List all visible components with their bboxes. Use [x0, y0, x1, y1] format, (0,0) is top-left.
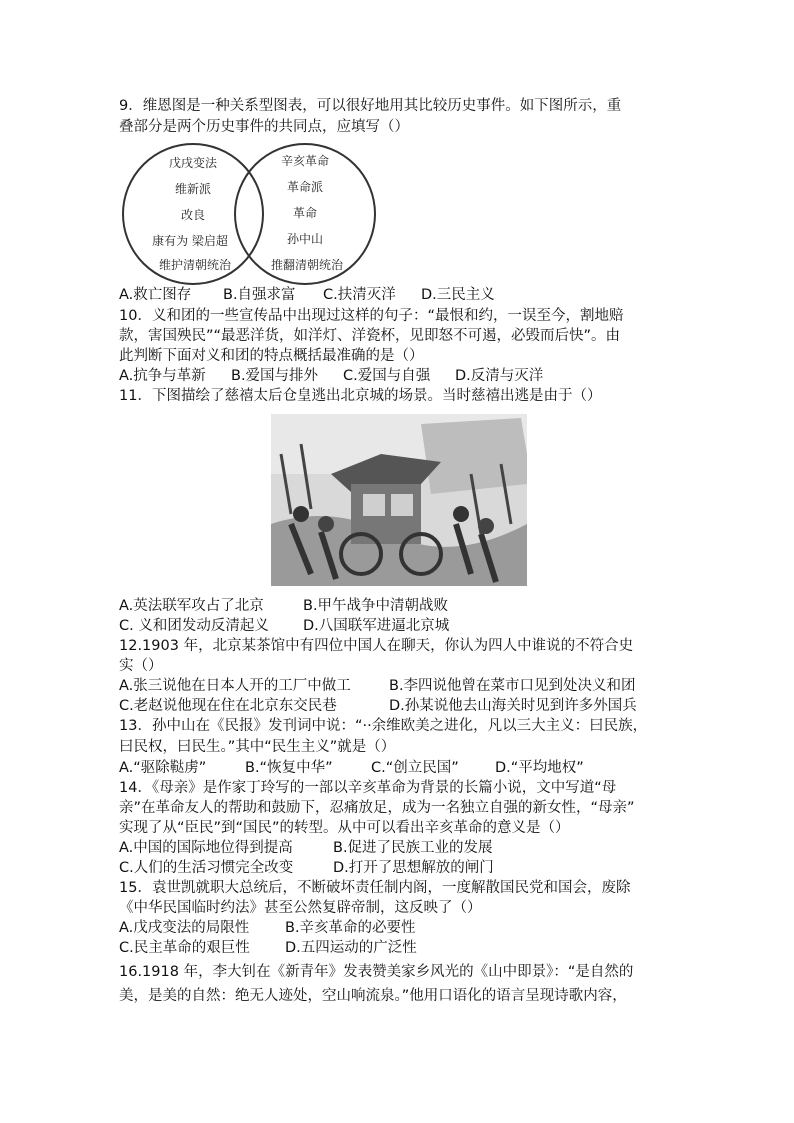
- q13-option-c[interactable]: C.“创立民国”: [371, 760, 459, 776]
- q11-option-b[interactable]: B.甲午战争中清朝战败: [303, 598, 449, 614]
- q14-option-c[interactable]: C.人们的生活习惯完全改变: [119, 860, 294, 876]
- venn-right-item-3: 革命: [292, 206, 318, 220]
- q9-stem-line1: 9．维恩图是一种关系型图表，可以很好地用其比较历史事件。如下图所示，重: [119, 98, 622, 114]
- venn-left-item-1: 戊戌变法: [168, 156, 218, 170]
- q10-option-b[interactable]: B.爱国与排外: [231, 368, 319, 384]
- venn-right-item-2: 革命派: [286, 180, 324, 194]
- q14-stem-line2: 亲”在革命友人的帮助和鼓励下，忍痛放足，成为一名独立自强的新女性，“母亲”: [119, 800, 635, 816]
- q15-option-d[interactable]: D.五四运动的广泛性: [285, 940, 417, 956]
- q11-options-row1: [119, 596, 448, 616]
- q12-option-b[interactable]: B.李四说他曾在菜市口见到处决义和团: [389, 678, 636, 694]
- q15-option-b[interactable]: B.辛亥革命的必要性: [285, 920, 416, 936]
- venn-left-item-5: 维护清朝统治: [158, 258, 232, 272]
- q11-option-a[interactable]: A.英法联军攻占了北京: [119, 598, 264, 614]
- venn-right-item-5: 推翻清朝统治: [270, 258, 344, 272]
- q15-options-row1: [119, 918, 416, 938]
- q16-stem-line2: 美，是美的自然：绝无人迹处，空山响流泉。”他用口语化的语言呈现诗歌内容，: [119, 988, 627, 1004]
- venn-left-item-4: 康有为 梁启超: [152, 234, 228, 248]
- q15-options-row2: [119, 938, 417, 958]
- q15-option-a[interactable]: A.戊戌变法的局限性: [119, 920, 250, 936]
- cixi-escape-illustration: [271, 414, 527, 586]
- q13-options: [119, 758, 584, 778]
- q12-options-row2: [119, 696, 637, 716]
- q10-option-c[interactable]: C.爱国与自强: [343, 368, 431, 384]
- venn-right-item-4: 孙中山: [286, 232, 324, 246]
- q15-option-c[interactable]: C.民主革命的艰巨性: [119, 940, 250, 956]
- q13-stem-line1: 13．孙中山在《民报》发刊词中说：“··余维欧美之进化，凡以三大主义：曰民族，: [119, 718, 648, 734]
- q9-option-b[interactable]: B.自强求富: [223, 287, 296, 303]
- q14-option-d[interactable]: D.打开了思想解放的闸门: [333, 860, 494, 876]
- q14-option-b[interactable]: B.促进了民族工业的发展: [333, 840, 493, 856]
- q10-option-a[interactable]: A.抗争与革新: [119, 368, 206, 384]
- q10-options: [119, 366, 543, 386]
- q13-option-b[interactable]: B.“恢复中华”: [245, 760, 333, 776]
- q16-stem-line1: 16.1918 年，李大钊在《新青年》发表赞美家乡风光的《山中即景》：“是自然的: [119, 964, 634, 980]
- q13-option-d[interactable]: D.“平均地权”: [495, 760, 584, 776]
- q9-option-a[interactable]: A.救亡图存: [119, 287, 192, 303]
- q10-stem-line2: 款，害国殃民”“最恶洋货，如洋灯、洋瓷杯，见即怒不可遏，必毁而后快”。由: [119, 328, 621, 344]
- q11-option-c[interactable]: C. 义和团发动反清起义: [119, 618, 269, 634]
- venn-left-item-2: 维新派: [174, 182, 212, 196]
- q13-stem-line2: 曰民权，曰民生。”其中“民生主义”就是（）: [119, 739, 396, 755]
- q9-options: [119, 285, 495, 305]
- q12-option-d[interactable]: D.孙某说他去山海关时见到许多外国兵: [389, 698, 637, 714]
- q12-options-row1: [119, 676, 636, 696]
- q14-option-a[interactable]: A.中国的国际地位得到提高: [119, 840, 293, 856]
- venn-right-item-1: 辛亥革命: [280, 154, 330, 168]
- q9-stem-line2: 叠部分是两个历史事件的共同点，应填写（）: [119, 119, 409, 135]
- q14-options-row2: [119, 858, 494, 878]
- q11-options-row2: [119, 616, 449, 636]
- venn-left-item-3: 改良: [180, 208, 206, 222]
- q12-option-a[interactable]: A.张三说他在日本人开的工厂中做工: [119, 678, 351, 694]
- q10-option-d[interactable]: D.反清与灭洋: [455, 368, 544, 384]
- q14-stem-line1: 14．《母亲》是作家丁玲写的一部以辛亥革命为背景的长篇小说，文中写道“母: [119, 780, 617, 796]
- q15-stem-line2: 《中华民国临时约法》甚至公然复辟帝制，这反映了（）: [119, 900, 482, 916]
- q10-stem-line1: 10．义和团的一些宣传品中出现过这样的句子：“最恨和约，一误至今，割地赔: [119, 308, 624, 324]
- q14-stem-line3: 实现了从“臣民”到“国民”的转型。从中可以看出辛亥革命的意义是（）: [119, 820, 570, 836]
- q12-option-c[interactable]: C.老赵说他现在住在北京东交民巷: [119, 698, 337, 714]
- q12-stem-line2: 实（）: [119, 658, 163, 674]
- q13-option-a[interactable]: A.“驱除鞑虏”: [119, 760, 207, 776]
- venn-diagram: [118, 139, 380, 289]
- q11-option-d[interactable]: D.八国联军进逼北京城: [303, 618, 450, 634]
- q12-stem-line1: 12.1903 年，北京某茶馆中有四位中国人在聊天，你认为四人中谁说的不符合史: [119, 638, 634, 654]
- q14-options-row1: [119, 838, 493, 858]
- q15-stem-line1: 15．袁世凯就职大总统后，不断破坏责任制内阁，一度解散国民党和国会，废除: [119, 880, 631, 896]
- q9-option-c[interactable]: C.扶清灭洋: [323, 287, 396, 303]
- q10-stem-line3: 此判断下面对义和团的特点概括最准确的是（）: [119, 348, 424, 364]
- q9-option-d[interactable]: D.三民主义: [421, 287, 495, 303]
- q11-stem: 11．下图描绘了慈禧太后仓皇逃出北京城的场景。当时慈禧出逃是由于（）: [119, 388, 602, 404]
